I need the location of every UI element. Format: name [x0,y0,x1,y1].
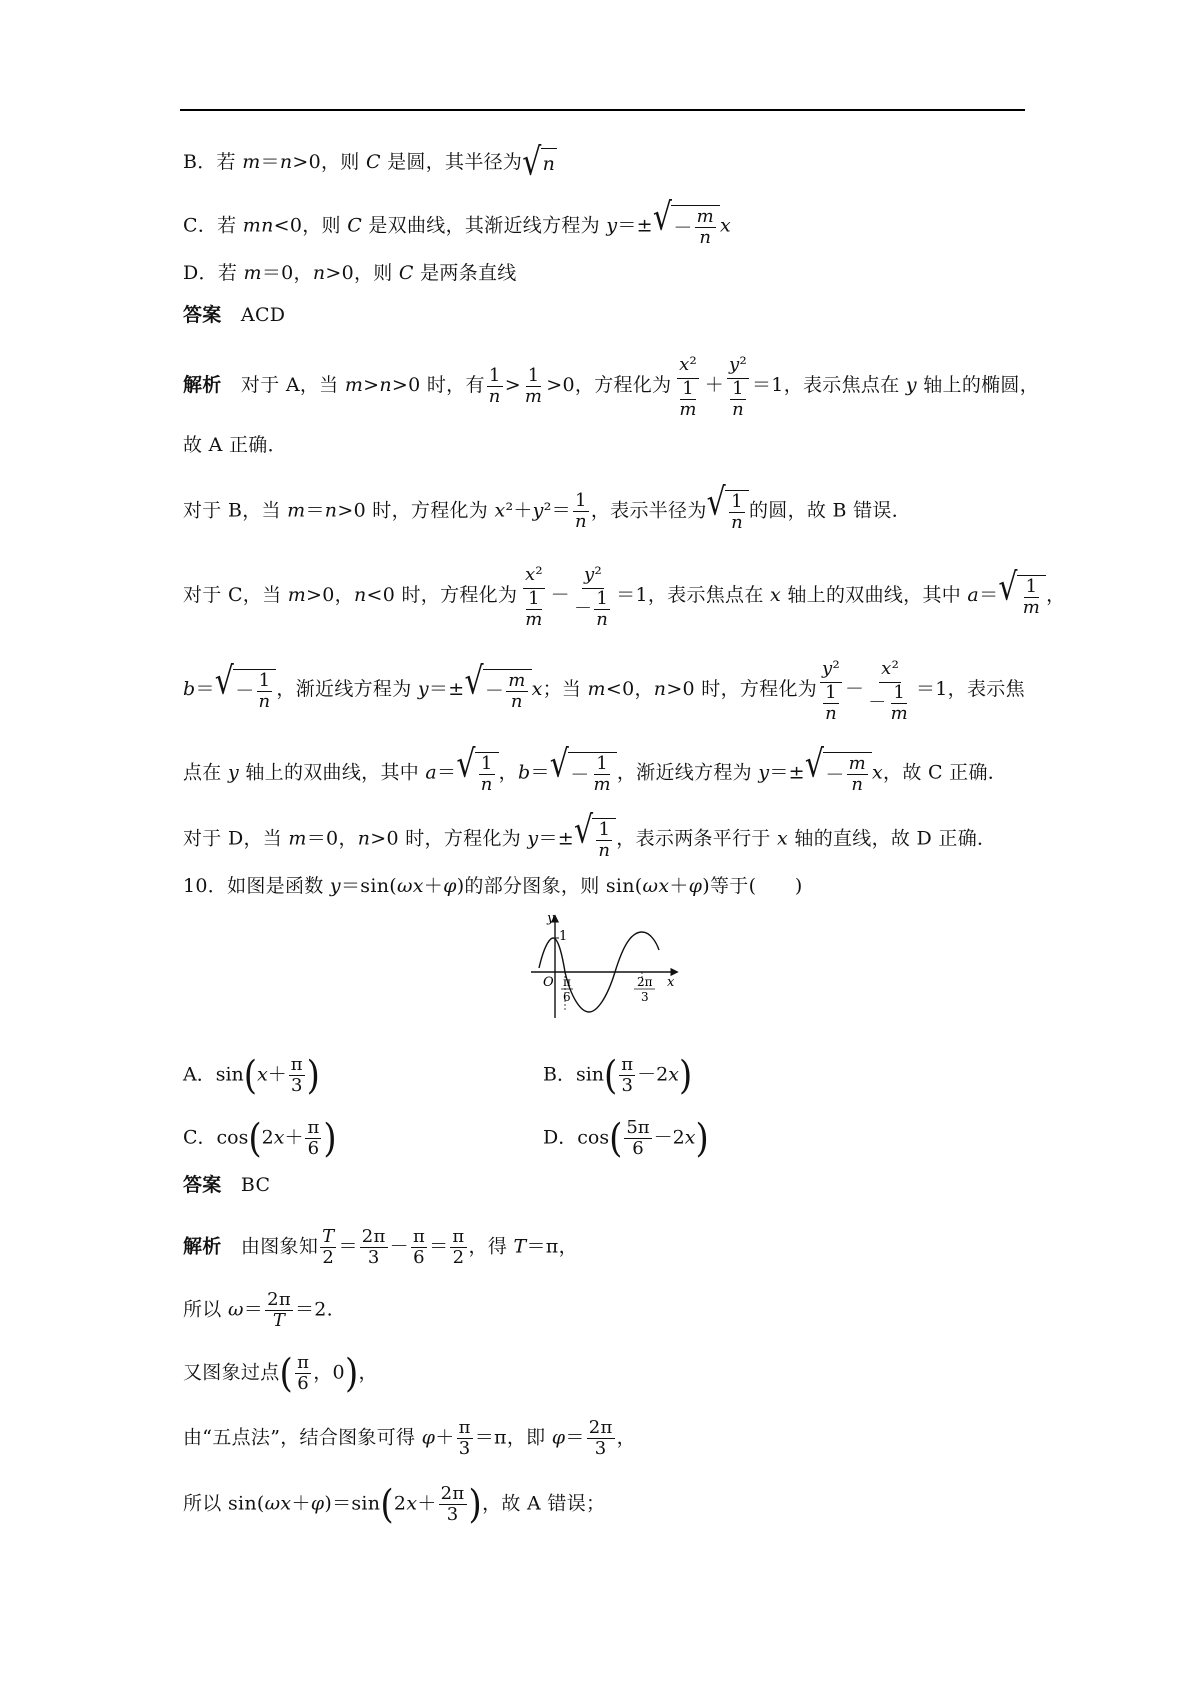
option-d-prev: D．若 m＝0，n>0，则 C 是两条直线 [183,262,517,284]
analysis-10-line-1: 解析 由图象知 $\frac{T}{2}$ ＝ $\frac{2\pi}{3}$ － $\frac{\pi}{6}$ ＝ $\frac{\pi}{2}$ ，得 T＝π， [183,1226,578,1268]
analysis-10-line-5: 所以 sin(ωx＋φ)＝sin(2x＋ $\frac{2\pi}{3}$ )，故 A 错误； [183,1481,606,1528]
analysis-9-line-2: 故 A 正确． [183,434,287,456]
origin-label: O [543,975,554,990]
sine-graph [525,910,685,1020]
option-10-b: B．sin( $\frac{\pi}{3}$ －2x) [543,1052,693,1099]
analysis-10-line-4: 由“五点法”，结合图象可得 φ＋ $\frac{\pi}{3}$ ＝π，即 φ＝ $\frac{2\pi}{3}$ ， [183,1417,636,1459]
analysis-9-line-6: 点在 y 轴上的双曲线，其中 a＝ √ $\frac{1}{n}$ ，b＝ √ － $\frac{1}{m}$ ，渐近线方程为 y＝± √ － $\frac{m}{n}$ x，故 C 正确． [183,742,1008,795]
option-b-prev: B．若 m＝n>0，则 C 是圆，其半径为 √ n [183,140,556,185]
analysis-9-line-3: 对于 B，当 m＝n>0 时，方程化为 x²＋y²＝ $\frac{1}{n}$ ，表示半径为 √ $\frac{1}{n}$ 的圆，故 B 错误． [183,480,912,533]
option-c-prev: C．若 mn<0，则 C 是双曲线，其渐近线方程为 y＝± √ － $\frac{m}{n}$ x [183,195,732,248]
analysis-9-line-4: 对于 C，当 m>0，n<0 时，方程化为 $\frac{\text{x²}}{\frac{1}{m}}$ － y² － $\frac{1}{n}$ ＝1，表示焦点在 x 轴上的双曲线，其中 a＝ √ $\frac{1}{m}$ ， [183,564,1066,630]
option-10-c: C．cos(2x＋ $\frac{\pi}{6}$ ) [183,1115,337,1162]
y-label: y [547,911,555,926]
twopi3-den: 3 [641,990,649,1004]
answer-10: 答案 BC [183,1174,271,1196]
pi6-num: π [563,975,571,989]
analysis-9-line-1: 解析 对于 A，当 m>n>0 时，有 $\frac{1}{n}$ > $\frac{1}{m}$ >0，方程化为 $\frac{\text{x²}}{\frac{1}{m}}$ ＋ $\frac{\text{y²}}{\frac{1}{n}}$ ＝1，表示焦点在 y 轴上的椭圆， [183,354,1040,420]
one-label: 1 [559,929,568,944]
analysis-9-line-5: b＝ √ － $\frac{1}{n}$ ，渐近线方程为 y＝± √ － $\frac{m}{n}$ x；当 m<0，n>0 时，方程化为 $\frac{\text{y²}}{\frac{1}{n}}$ － x² － $\frac{1}{m}$ ＝1，表示焦 [183,658,1025,724]
twopi3-num: 2π [637,975,653,989]
option-10-a: A．sin(x＋ $\frac{\pi}{3}$ ) [183,1052,320,1099]
analysis-9-line-7: 对于 D，当 m＝0，n>0 时，方程化为 y＝± √ $\frac{1}{n}$ ，表示两条平行于 x 轴的直线，故 D 正确． [183,808,997,861]
analysis-10-line-3: 又图象过点( $\frac{\pi}{6}$ ，0)， [183,1350,378,1397]
question-10-stem: 10．如图是函数 y＝sin(ωx＋φ)的部分图象，则 sin(ωx＋φ)等于( ) [183,875,803,897]
pi6-den: 6 [563,990,571,1004]
header-rule [180,109,1025,111]
analysis-10-line-2: 所以 ω＝ $\frac{2\pi}{T}$ ＝2. [183,1289,333,1331]
x-label: x [667,975,675,990]
option-10-d: D．cos( $\frac{5\pi}{6}$ －2x) [543,1115,709,1162]
answer-9: 答案 ACD [183,304,286,326]
